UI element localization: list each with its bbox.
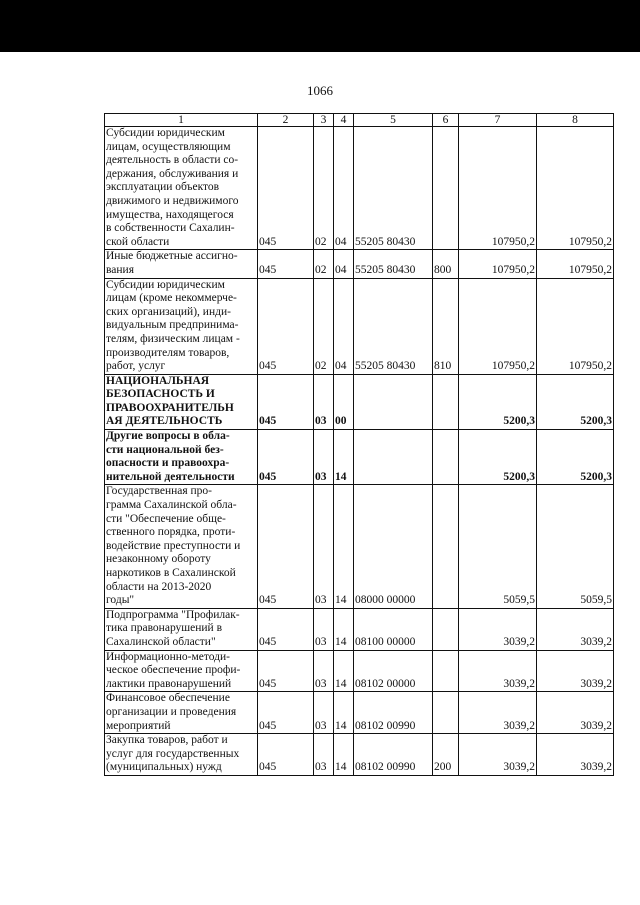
amount-cell: 5059,5 (459, 485, 537, 608)
row-name-line: ческое обеспечение профи- (106, 664, 241, 677)
row-name-line: (муниципальных) нужд (106, 761, 222, 774)
row-name-line: лицам (кроме некоммерче- (106, 292, 237, 305)
row-name-line: ственного порядка, проти- (106, 526, 236, 539)
amount-cell: 3039,2 (459, 734, 537, 776)
expense-type-cell (433, 430, 459, 485)
row-name-line: Подпрограмма "Профилак- (106, 608, 240, 621)
table-row (105, 250, 614, 278)
amount-cell: 107950,2 (459, 250, 537, 278)
row-name-line: деятельность в области со- (106, 154, 239, 167)
target-article-cell (354, 374, 433, 429)
table-row (105, 485, 614, 608)
section-cell: 03 (314, 608, 334, 650)
row-name-line: организации и проведения (106, 705, 237, 718)
row-name-line: НАЦИОНАЛЬНАЯ (106, 374, 210, 387)
table-row (105, 608, 614, 650)
section-cell: 02 (314, 250, 334, 278)
amount-cell: 5200,3 (537, 374, 614, 429)
row-name (105, 374, 258, 429)
row-name-line: грамма Сахалинской обла- (106, 499, 237, 512)
target-article-cell: 55205 80430 (354, 278, 433, 374)
section-cell: 03 (314, 692, 334, 734)
admin-code-cell: 045 (258, 608, 314, 650)
header-cell: 3 (314, 114, 334, 127)
row-name-line: Субсидии юридическим (106, 127, 225, 139)
row-name (105, 485, 258, 608)
admin-code-cell: 045 (258, 734, 314, 776)
row-name-line: работ, услуг (106, 360, 166, 373)
table-row (105, 650, 614, 692)
row-name-line: ской области (106, 235, 170, 248)
subsection-cell: 04 (334, 127, 354, 250)
amount-cell: 107950,2 (537, 250, 614, 278)
row-name (105, 127, 258, 250)
table-row (105, 734, 614, 776)
amount-cell: 5200,3 (459, 430, 537, 485)
row-name-line: эксплуатации объектов (106, 181, 220, 194)
amount-cell: 3039,2 (459, 608, 537, 650)
row-name-line: Финансовое обеспечение (106, 692, 230, 705)
row-name-line: области на 2013-2020 (106, 580, 212, 593)
header-cell: 5 (354, 114, 433, 127)
expense-type-cell: 800 (433, 250, 459, 278)
row-name-line: производителям товаров, (106, 346, 230, 359)
amount-cell: 3039,2 (537, 692, 614, 734)
row-name-line: лактики правонарушений (106, 677, 232, 690)
admin-code-cell: 045 (258, 127, 314, 250)
row-name-line: АЯ ДЕЯТЕЛЬНОСТЬ (106, 415, 223, 428)
row-name-line: тика правонарушений в (106, 622, 223, 635)
target-article-cell: 08102 00990 (354, 734, 433, 776)
row-name (105, 608, 258, 650)
target-article-cell: 55205 80430 (354, 250, 433, 278)
row-name-line: сти "Обеспечение обще- (106, 512, 226, 525)
table-row (105, 127, 614, 250)
table-row (105, 374, 614, 429)
expense-type-cell (433, 608, 459, 650)
row-name-line: сти национальной без- (106, 443, 224, 456)
subsection-cell: 14 (334, 650, 354, 692)
subsection-cell: 00 (334, 374, 354, 429)
target-article-cell: 08000 00000 (354, 485, 433, 608)
expense-type-cell (433, 127, 459, 250)
subsection-cell: 04 (334, 278, 354, 374)
row-name-line: лицам, осуществляющим (106, 140, 231, 153)
target-article-cell: 55205 80430 (354, 127, 433, 250)
budget-table (104, 113, 614, 776)
row-name-line: Сахалинской области" (106, 635, 216, 648)
amount-cell: 5200,3 (537, 430, 614, 485)
row-name-line: Другие вопросы в обла- (106, 430, 230, 443)
row-name-line: БЕЗОПАСНОСТЬ И (106, 388, 215, 401)
row-name-line: вания (106, 263, 134, 276)
admin-code-cell: 045 (258, 250, 314, 278)
row-name-line: Субсидии юридическим (106, 278, 225, 291)
expense-type-cell (433, 650, 459, 692)
row-name-line: телям, физическим лицам - (106, 332, 240, 345)
row-name-line: годы" (106, 594, 135, 607)
row-name-line: Государственная про- (106, 485, 213, 498)
header-cell: 4 (334, 114, 354, 127)
admin-code-cell: 045 (258, 278, 314, 374)
amount-cell: 5059,5 (537, 485, 614, 608)
admin-code-cell: 045 (258, 650, 314, 692)
row-name (105, 650, 258, 692)
header-cell: 8 (537, 114, 614, 127)
amount-cell: 3039,2 (459, 692, 537, 734)
amount-cell: 3039,2 (537, 734, 614, 776)
row-name-line: ПРАВООХРАНИТЕЛЬН (106, 401, 234, 414)
row-name-line: Закупка товаров, работ и (106, 734, 228, 747)
section-cell: 02 (314, 127, 334, 250)
expense-type-cell (433, 374, 459, 429)
admin-code-cell: 045 (258, 485, 314, 608)
row-name (105, 692, 258, 734)
row-name-line: нительной деятельности (106, 470, 235, 483)
row-name (105, 250, 258, 278)
row-name-line: мероприятий (106, 719, 171, 732)
amount-cell: 107950,2 (537, 278, 614, 374)
subsection-cell: 04 (334, 250, 354, 278)
amount-cell: 107950,2 (459, 127, 537, 250)
row-name-line: опасности и правоохра- (106, 457, 230, 470)
header-cell: 7 (459, 114, 537, 127)
section-cell: 03 (314, 485, 334, 608)
amount-cell: 107950,2 (537, 127, 614, 250)
row-name-line: движимого и недвижимого (106, 194, 239, 207)
row-name-line: услуг для государственных (106, 747, 240, 760)
subsection-cell: 14 (334, 734, 354, 776)
row-name (105, 430, 258, 485)
page-number: 1066 (307, 83, 333, 98)
amount-cell: 3039,2 (459, 650, 537, 692)
target-article-cell: 08100 00000 (354, 608, 433, 650)
row-name-line: имущества, находящегося (106, 208, 234, 221)
header-cell: 2 (258, 114, 314, 127)
section-cell: 03 (314, 374, 334, 429)
amount-cell: 107950,2 (459, 278, 537, 374)
header-row (105, 114, 614, 127)
section-cell: 02 (314, 278, 334, 374)
section-cell: 03 (314, 734, 334, 776)
header-cell: 1 (105, 114, 258, 127)
row-name-line: наркотиков в Сахалинской (106, 567, 236, 579)
row-name-line: ских организаций), инди- (106, 305, 231, 318)
scan-top-border (0, 0, 640, 52)
section-cell: 03 (314, 650, 334, 692)
admin-code-cell: 045 (258, 692, 314, 734)
target-article-cell: 08102 00990 (354, 692, 433, 734)
section-cell: 03 (314, 430, 334, 485)
subsection-cell: 14 (334, 485, 354, 608)
row-name (105, 278, 258, 374)
expense-type-cell: 200 (433, 734, 459, 776)
subsection-cell: 14 (334, 608, 354, 650)
row-name (105, 734, 258, 776)
table-row (105, 692, 614, 734)
row-name-line: в собственности Сахалин- (106, 222, 235, 235)
target-article-cell (354, 430, 433, 485)
subsection-cell: 14 (334, 430, 354, 485)
expense-type-cell: 810 (433, 278, 459, 374)
row-name-line: Информационно-методи- (106, 650, 230, 663)
amount-cell: 3039,2 (537, 650, 614, 692)
row-name-line: водействие преступности и (106, 539, 241, 552)
expense-type-cell (433, 692, 459, 734)
amount-cell: 5200,3 (459, 374, 537, 429)
row-name-line: держания, обслуживания и (106, 167, 239, 180)
table-row (105, 278, 614, 374)
admin-code-cell: 045 (258, 374, 314, 429)
header-cell: 6 (433, 114, 459, 127)
expense-type-cell (433, 485, 459, 608)
row-name-line: видуальным предпринима- (106, 319, 239, 332)
row-name-line: Иные бюджетные ассигно- (106, 250, 238, 263)
subsection-cell: 14 (334, 692, 354, 734)
amount-cell: 3039,2 (537, 608, 614, 650)
row-name-line: незаконному обороту (106, 553, 211, 566)
table-row (105, 430, 614, 485)
admin-code-cell: 045 (258, 430, 314, 485)
target-article-cell: 08102 00000 (354, 650, 433, 692)
